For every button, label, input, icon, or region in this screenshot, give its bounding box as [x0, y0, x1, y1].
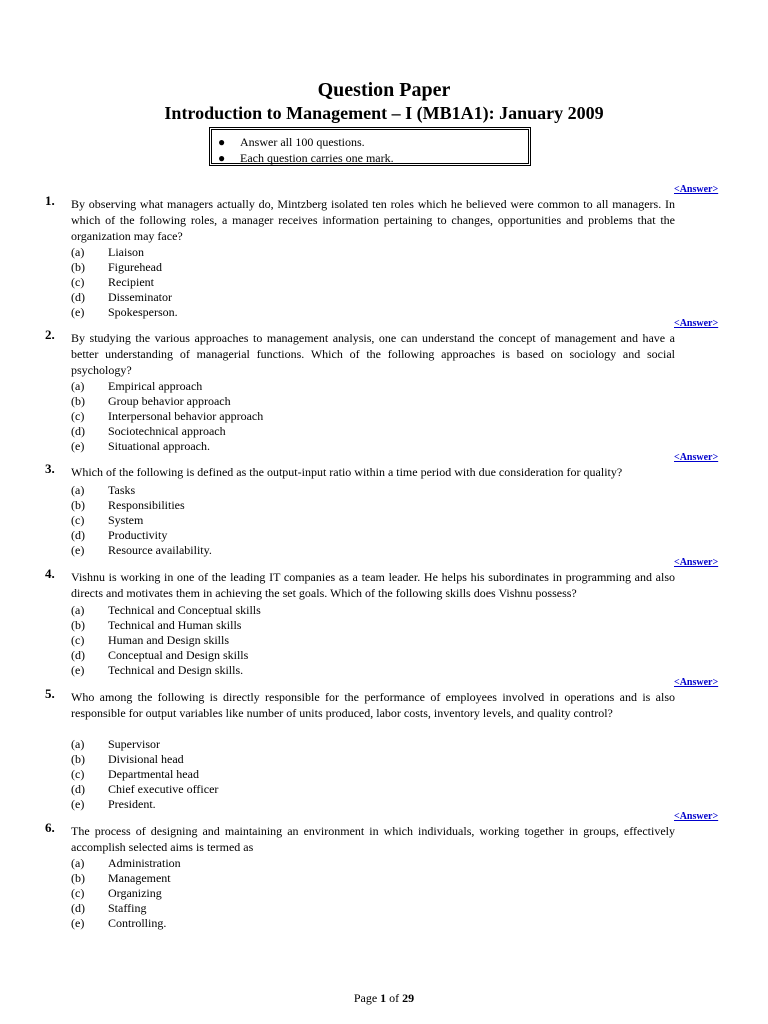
option-d: (d) Disseminator [71, 290, 172, 304]
option-d: (d) Productivity [71, 528, 168, 542]
question-text: By studying the various approaches to management analysis, one can understand the concept of management and have a better understanding of managerial functions. Which of the following approaches is based on sociology and social psychology? [71, 331, 675, 377]
options-list [71, 856, 181, 931]
option-b: (b) Responsibilities [71, 498, 185, 512]
option-c: (c) Organizing [71, 886, 162, 900]
option-e: (e) Controlling. [71, 916, 167, 930]
option-b: (b) Figurehead [71, 260, 162, 274]
bullet-icon: ● [218, 135, 226, 149]
instruction-item: ● Answer all 100 questions. [218, 135, 365, 149]
option-d: (d) Chief executive officer [71, 782, 219, 796]
option-c: (c) Interpersonal behavior approach [71, 409, 264, 423]
option-a: (a) Liaison [71, 245, 144, 259]
page-title: Question Paper [317, 79, 451, 101]
option-e: (e) Spokesperson. [71, 305, 178, 319]
answer-link[interactable]: <Answer> [674, 452, 719, 463]
question-text: The process of designing and maintaining an environment in which individuals, working together in groups, effectively accomplish selected aims is termed as [71, 824, 675, 854]
question-text: Vishnu is working in one of the leading IT companies as a team leader. He helps his subordinates in programming and also directs and motivates them in achieving the set goals. Which of the following skills does Vishnu possess? [71, 570, 675, 600]
option-c: (c) Human and Design skills [71, 633, 229, 647]
total-pages: 29 [402, 991, 415, 1005]
answer-link[interactable]: <Answer> [674, 677, 719, 688]
option-d: (d) Conceptual and Design skills [71, 648, 249, 662]
question-text: Who among the following is directly responsible for the performance of employees involved in operations and is also responsible for output variables like number of units produced, labor costs, inventory levels, and quality control? [71, 690, 675, 720]
option-e: (e) President. [71, 797, 156, 811]
options-list [71, 245, 178, 320]
answer-link[interactable]: <Answer> [674, 184, 719, 195]
option-b: (b) Divisional head [71, 752, 184, 766]
question-number: 2. [45, 327, 55, 342]
option-e: (e) Resource availability. [71, 543, 212, 557]
question-number: 3. [45, 461, 55, 476]
question-number: 6. [45, 820, 55, 835]
option-d: (d) Sociotechnical approach [71, 424, 226, 438]
option-c: (c) Recipient [71, 275, 154, 289]
answer-link[interactable]: <Answer> [674, 557, 719, 568]
option-a: (a) Technical and Conceptual skills [71, 603, 261, 617]
options-list [71, 483, 212, 558]
current-page: 1 [380, 991, 387, 1005]
question-text: Which of the following is defined as the output-input ratio within a time period with due consideration for quality? [71, 465, 623, 479]
question-number: 1. [45, 193, 55, 208]
option-c: (c) Departmental head [71, 767, 199, 781]
option-e: (e) Situational approach. [71, 439, 210, 453]
instruction-item: ● Each question carries one mark. [218, 151, 394, 165]
option-d: (d) Staffing [71, 901, 147, 915]
page-subtitle: Introduction to Management – I (MB1A1): January 2009 [164, 103, 604, 123]
option-a: (a) Empirical approach [71, 379, 203, 393]
answer-link[interactable]: <Answer> [674, 811, 719, 822]
option-b: (b) Management [71, 871, 171, 885]
option-b: (b) Technical and Human skills [71, 618, 242, 632]
option-c: (c) System [71, 513, 144, 527]
question-text: By observing what managers actually do, Mintzberg isolated ten roles which he believed were common to all managers. In which of the following roles, a manager receives information pertaining to changes, opportunities and problems that the organization may face? [71, 197, 675, 243]
question-number: 5. [45, 686, 55, 701]
instructions-box [209, 127, 531, 166]
options-list [71, 737, 218, 812]
option-a: (a) Supervisor [71, 737, 160, 751]
option-a: (a) Tasks [71, 483, 136, 497]
options-list [71, 379, 263, 454]
option-b: (b) Group behavior approach [71, 394, 231, 408]
option-e: (e) Technical and Design skills. [71, 663, 244, 677]
bullet-icon: ● [218, 151, 226, 165]
answer-link[interactable]: <Answer> [674, 318, 719, 329]
option-a: (a) Administration [71, 856, 181, 870]
question-number: 4. [45, 566, 55, 581]
options-list [71, 603, 261, 678]
page-footer: Page 1 of 29 [353, 991, 415, 1005]
